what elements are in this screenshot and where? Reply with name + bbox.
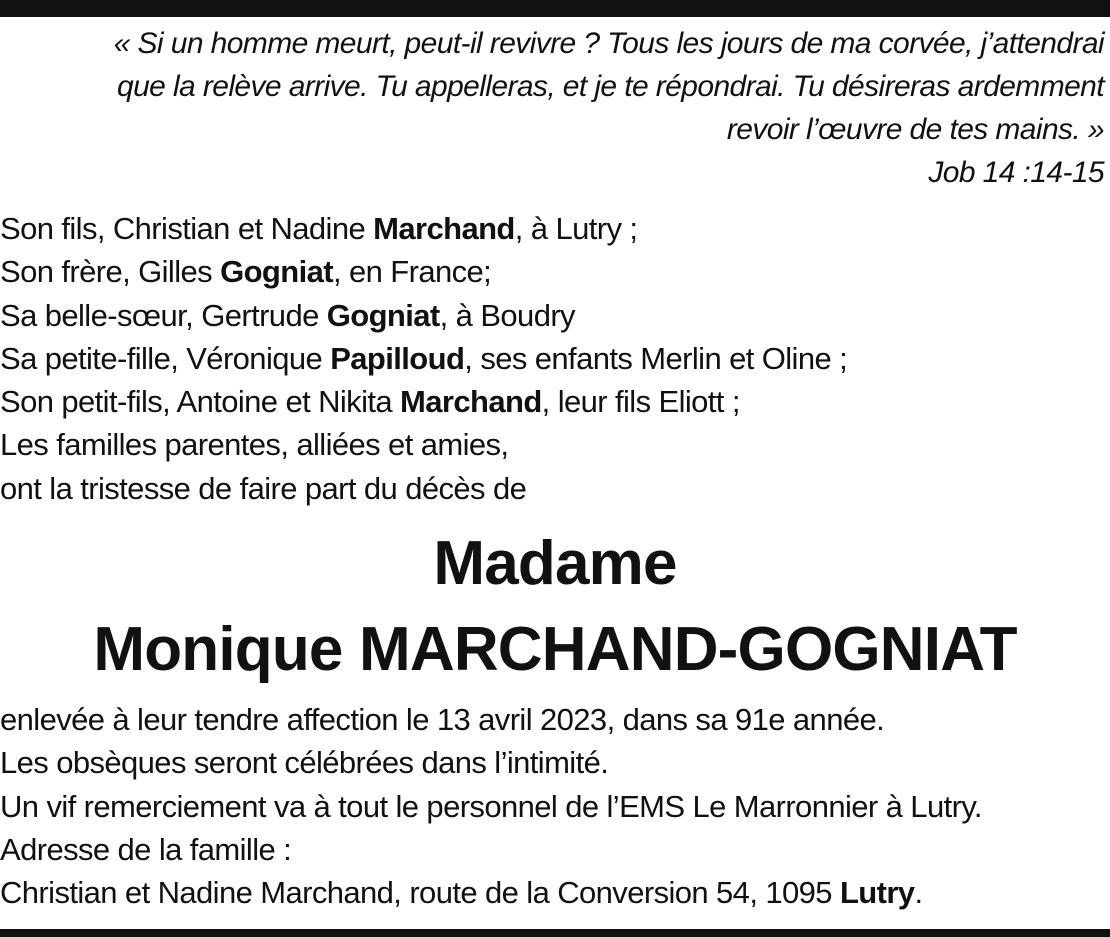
deceased-name: Monique MARCHAND-GOGNIAT (93, 615, 1017, 684)
address-city: Lutry (839, 875, 915, 911)
bottom-rule (0, 929, 1110, 937)
announcement-line: ont la tristesse de faire part du décès de (0, 470, 527, 506)
family-line-relatives: Les familles parentes, alliées et amies, (0, 427, 509, 463)
family-line-granddaughter: Sa petite-fille, Véronique Papilloud, ses enfants Merlin et Oline ; (0, 340, 848, 376)
verse-reference: Job 14 :14-15 (928, 156, 1104, 189)
family-address-label: Adresse de la famille : (0, 831, 292, 867)
thanks-line: Un vif remerciement va à tout le personnel de l’EMS Le Marronnier à Lutry. (0, 788, 982, 824)
surname: Gogniat (326, 297, 440, 333)
death-date-line: enlevée à leur tendre affection le 13 avril 2023, dans sa 91e année. (0, 702, 885, 737)
verse-line: que la relève arrive. Tu appelleras, et je te répondrai. Tu désireras ardemment (116, 70, 1104, 103)
deceased-title: Madame (433, 529, 677, 598)
family-line-son: Son fils, Christian et Nadine Marchand, à Lutry ; (0, 211, 638, 246)
verse-line: revoir l’œuvre de tes mains. » (726, 113, 1104, 146)
family-address: Christian et Nadine Marchand, route de la Conversion 54, 1095 Lutry. (0, 875, 923, 911)
surname: Marchand (400, 384, 542, 420)
family-line-sister-in-law: Sa belle-sœur, Gertrude Gogniat, à Boudry (0, 297, 575, 333)
family-line-grandson: Son petit-fils, Antoine et Nikita Marchand, leur fils Eliott ; (0, 384, 740, 420)
family-line-brother: Son frère, Gilles Gogniat, en France; (0, 254, 492, 290)
surname: Gogniat (220, 254, 333, 290)
surname: Papilloud (330, 340, 465, 376)
family-list (0, 207, 847, 510)
funeral-line: Les obsèques seront célébrées dans l’intimité. (0, 745, 609, 781)
closing-text (0, 698, 982, 914)
surname: Marchand (373, 211, 515, 246)
bible-verse (9, 22, 1104, 194)
verse-line: « Si un homme meurt, peut-il revivre ? Tous les jours de ma corvée, j’attendrai (113, 27, 1104, 60)
top-rule (0, 0, 1110, 17)
